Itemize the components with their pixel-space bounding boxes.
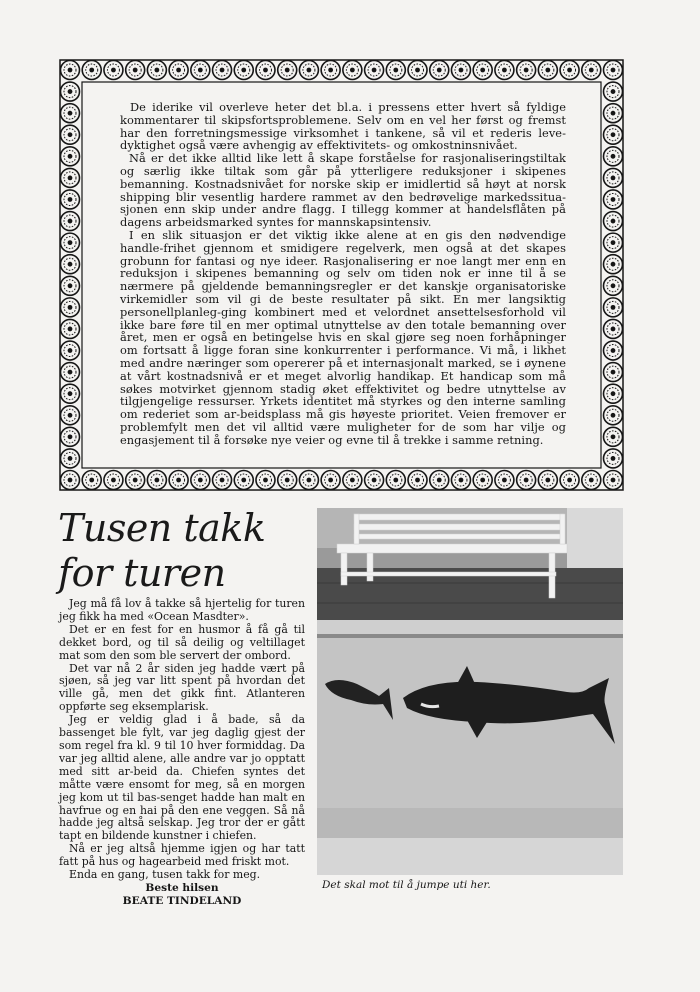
- border-rosette: [61, 319, 80, 338]
- border-rosette: [61, 61, 80, 80]
- border-rosette: [386, 61, 405, 80]
- border-rosette: [408, 61, 427, 80]
- border-rosette: [560, 471, 579, 490]
- signature-greeting: Beste hilsen: [145, 881, 219, 894]
- border-rosette: [61, 104, 80, 123]
- border-rosette: [321, 471, 340, 490]
- border-rosette: [604, 384, 623, 403]
- border-rosette: [213, 471, 232, 490]
- border-rosette: [495, 61, 514, 80]
- border-rosette: [451, 471, 470, 490]
- border-rosette: [126, 61, 145, 80]
- editorial-paragraph: Nå er det ikke alltid like lett å skape forståelse for rasjonaliseringstiltak og særlig ikke tiltak som går på ytterligere reduksjoner i skipenes bemanning. Kostnadsnivået for norske skip er imidlertid så høyt at norsk shipping blir vesentlig hardere rammet av den bedrøvelige markedssitua-sjonen enn skip under andre flagg. I tillegg kommer at handelsflåten på dagens arbeidsmarked syntes for mannskapsintensiv.: [120, 151, 566, 230]
- border-rosette: [451, 61, 470, 80]
- border-rosette: [430, 61, 449, 80]
- border-rosette: [61, 449, 80, 468]
- pool-photo: [317, 508, 623, 875]
- border-rosette: [61, 276, 80, 295]
- border-rosette: [604, 190, 623, 209]
- border-rosette: [560, 61, 579, 80]
- headline-line: for turen: [58, 551, 226, 595]
- letter-paragraph: Enda en gang, tusen takk for meg.: [69, 868, 261, 882]
- border-rosette: [61, 233, 80, 252]
- border-rosette: [538, 61, 557, 80]
- border-rosette: [386, 471, 405, 490]
- border-rosette: [604, 125, 623, 144]
- border-rosette: [604, 298, 623, 317]
- border-rosette: [256, 471, 275, 490]
- border-rosette: [604, 168, 623, 187]
- letter-paragraph: Jeg må få lov å takke så hjertelig for turen jeg fikk ha med «Ocean Masdter».: [59, 597, 305, 623]
- border-rosette: [321, 61, 340, 80]
- border-rosette: [604, 319, 623, 338]
- border-rosette: [582, 61, 601, 80]
- editorial-paragraph: De iderike vil overleve heter det bl.a. i pressens etter hvert så fyldige kommentarer til skipsfortsproblemene. Selv om en vel her først og fremst har den forretningsmessige virksomhet i tankene, så vil et rederis leve-dyktighet også være avhengig av effektivitets- og omkostninsnivået.: [120, 100, 566, 153]
- border-rosette: [104, 61, 123, 80]
- border-rosette: [61, 168, 80, 187]
- border-rosette: [604, 341, 623, 360]
- letter-paragraph: Det var nå 2 år siden jeg hadde vært på sjøen, så jeg var litt spent på hvordan det ville gå, men det gikk fint. Atlanteren oppførte seg eksemplarisk.: [59, 661, 305, 714]
- border-rosette: [169, 471, 188, 490]
- border-rosette: [604, 363, 623, 382]
- border-rosette: [604, 406, 623, 425]
- border-rosette: [538, 471, 557, 490]
- border-rosette: [473, 61, 492, 80]
- border-rosette: [61, 147, 80, 166]
- border-rosette: [365, 471, 384, 490]
- border-rosette: [104, 471, 123, 490]
- border-rosette: [147, 61, 166, 80]
- border-rosette: [604, 471, 623, 490]
- border-rosette: [191, 61, 210, 80]
- border-rosette: [495, 471, 514, 490]
- border-rosette: [61, 341, 80, 360]
- border-rosette: [61, 427, 80, 446]
- border-rosette: [408, 471, 427, 490]
- border-rosette: [61, 82, 80, 101]
- editorial-text: [120, 101, 566, 447]
- border-rosette: [343, 61, 362, 80]
- letter-paragraph: Jeg er veldig glad i å bade, så da bassenget ble fylt, var jeg daglig gjest der som regel fra kl. 9 til 10 hver formiddag. Da var jeg alltid alene, alle andre var jo opptatt med sitt ar-beid da. Chiefen syntes det måtte være ensomt for meg, så en morgen jeg kom ut til bas-senget hadde han malt en havfrue og en hai på den ene veggen. Så nå hadde jeg altså selskap. Jeg tror der er gått tapt en bildende kunstner i chiefen.: [59, 713, 305, 843]
- border-rosette: [604, 82, 623, 101]
- border-rosette: [365, 61, 384, 80]
- border-rosette: [82, 471, 101, 490]
- border-rosette: [61, 125, 80, 144]
- border-rosette: [61, 471, 80, 490]
- border-rosette: [604, 449, 623, 468]
- border-rosette: [61, 384, 80, 403]
- border-rosette: [126, 471, 145, 490]
- letter-paragraph: Det er en fest for en husmor å få gå til dekket bord, og til så deilig og veltillaget mat som den som ble servert der ombord.: [59, 622, 305, 662]
- border-rosette: [582, 471, 601, 490]
- border-rosette: [604, 212, 623, 231]
- border-rosette: [604, 104, 623, 123]
- border-rosette: [430, 471, 449, 490]
- border-rosette: [169, 61, 188, 80]
- border-rosette: [604, 427, 623, 446]
- border-rosette: [278, 61, 297, 80]
- thank-you-letter: [59, 598, 305, 908]
- border-rosette: [604, 61, 623, 80]
- border-rosette: [604, 147, 623, 166]
- border-rosette: [343, 471, 362, 490]
- letter-paragraph: Nå er jeg altså hjemme igjen og har tatt fatt på hus og hagearbeid med friskt mot.: [59, 842, 305, 869]
- border-rosette: [517, 61, 536, 80]
- border-rosette: [299, 471, 318, 490]
- border-rosette: [61, 255, 80, 274]
- border-rosette: [604, 276, 623, 295]
- border-rosette: [191, 471, 210, 490]
- border-rosette: [147, 471, 166, 490]
- article-headline: [58, 506, 308, 596]
- editorial-paragraph: I en slik situasjon er det viktig ikke alene at en gis den nødvendige handle-frihet gjennom et smidigere regelverk, men også at det skapes grobunn for fantasi og nye ideer. Rasjonalisering er noe langt mer enn en reduksjon i skipenes bemanning og selv om tiden nok er inne til å se nærmere på gjeldende bemanningsregler er det kanskje organisatoriske virkemidler som vil gi de beste resultater på sikt. En mer langsiktig personellplanleg-ging kombinert med et velordnet ansettelsesforhold vil ikke bare føre til en mer optimal utnyttelse av den totale bemanning over året, men er også en betingelse hvis en skal gjøre seg noen forhåpninger om fortsatt å ligge foran sine konkurrenter i performance. Vi må, i likhet med andre næringer som opererer på et internasjonalt marked, se i øynene at vårt kostnadsnivå er et meget alvorlig handikap. Et handicap som må søkes motvirket gjennom stadig øket effektivitet og bedre utnyttelse av tilgjengelige ressurser. Yrkets identitet må styrkes og den interne samling om rederiet som ar-beidsplass må gis høyeste prioritet. Veien fremover er problemfylt men det vil alltid være muligheter for de som har vilje og engasjement til å forsøke nye veier og evne til å trekke i samme retning.: [120, 227, 566, 447]
- photo-caption: Det skal mot til å jumpe uti her.: [322, 879, 491, 891]
- border-rosette: [299, 61, 318, 80]
- border-rosette: [61, 363, 80, 382]
- border-rosette: [61, 212, 80, 231]
- border-rosette: [61, 190, 80, 209]
- border-rosette: [234, 471, 253, 490]
- border-rosette: [473, 471, 492, 490]
- border-rosette: [604, 255, 623, 274]
- signature-name: BEATE TINDELAND: [122, 894, 242, 907]
- border-rosette: [256, 61, 275, 80]
- border-rosette: [61, 298, 80, 317]
- headline-line: Tusen takk: [58, 506, 266, 550]
- border-rosette: [61, 406, 80, 425]
- border-rosette: [604, 233, 623, 252]
- border-rosette: [517, 471, 536, 490]
- border-rosette: [82, 61, 101, 80]
- border-rosette: [234, 61, 253, 80]
- border-rosette: [213, 61, 232, 80]
- border-rosette: [278, 471, 297, 490]
